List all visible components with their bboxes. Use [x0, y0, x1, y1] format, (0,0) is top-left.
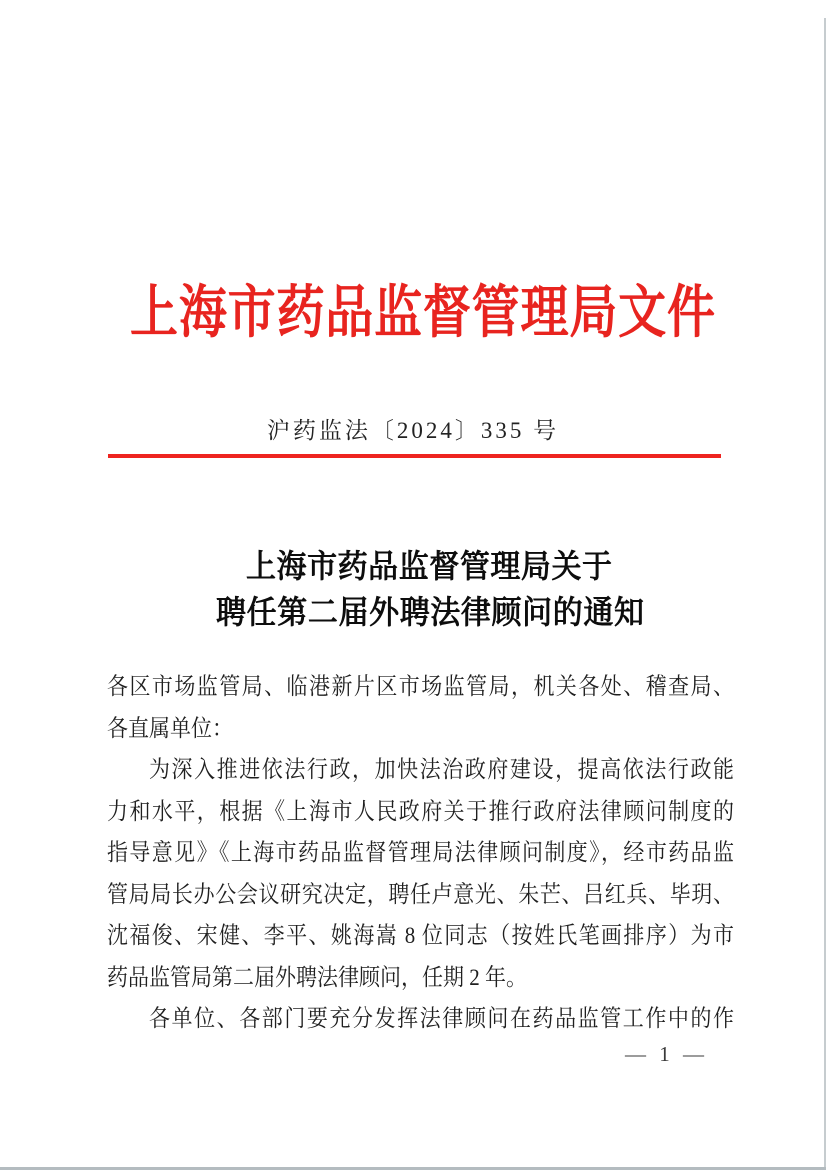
red-divider-line: [108, 454, 721, 458]
agency-header-title: 上海市药品监督管理局文件: [130, 281, 715, 345]
body-line: 管局局长办公会议研究决定，聘任卢意光、朱芒、吕红兵、毕玥、: [107, 879, 734, 907]
body-line: 沈福俊、宋健、李平、姚海嵩 8 位同志（按姓氏笔画排序）为市: [107, 921, 734, 949]
body-line: 各单位、各部门要充分发挥法律顾问在药品监管工作中的作: [149, 1004, 734, 1032]
body-line: 力和水平，根据《上海市人民政府关于推行政府法律顾问制度的: [107, 796, 734, 824]
document-title-line-1: 上海市药品监督管理局关于: [246, 549, 612, 585]
body-line: 各直属单位：: [107, 713, 233, 741]
document-number: 沪药监法〔2024〕335 号: [266, 418, 560, 443]
page-number: — 1 —: [625, 1042, 708, 1066]
body-line: 各区市场监管局、临港新片区市场监管局，机关各处、稽查局、: [107, 672, 734, 700]
body-line: 指导意见》《上海市药品监督管理局法律顾问制度》，经市药品监: [107, 838, 734, 866]
body-line: 为深入推进依法行政，加快法治政府建设，提高依法行政能: [149, 755, 734, 783]
document-body: [107, 666, 734, 1040]
document-title-line-2: 聘任第二届外聘法律顾问的通知: [216, 595, 644, 631]
body-line: 药品监管局第二届外聘法律顾问，任期 2 年。: [107, 962, 527, 990]
